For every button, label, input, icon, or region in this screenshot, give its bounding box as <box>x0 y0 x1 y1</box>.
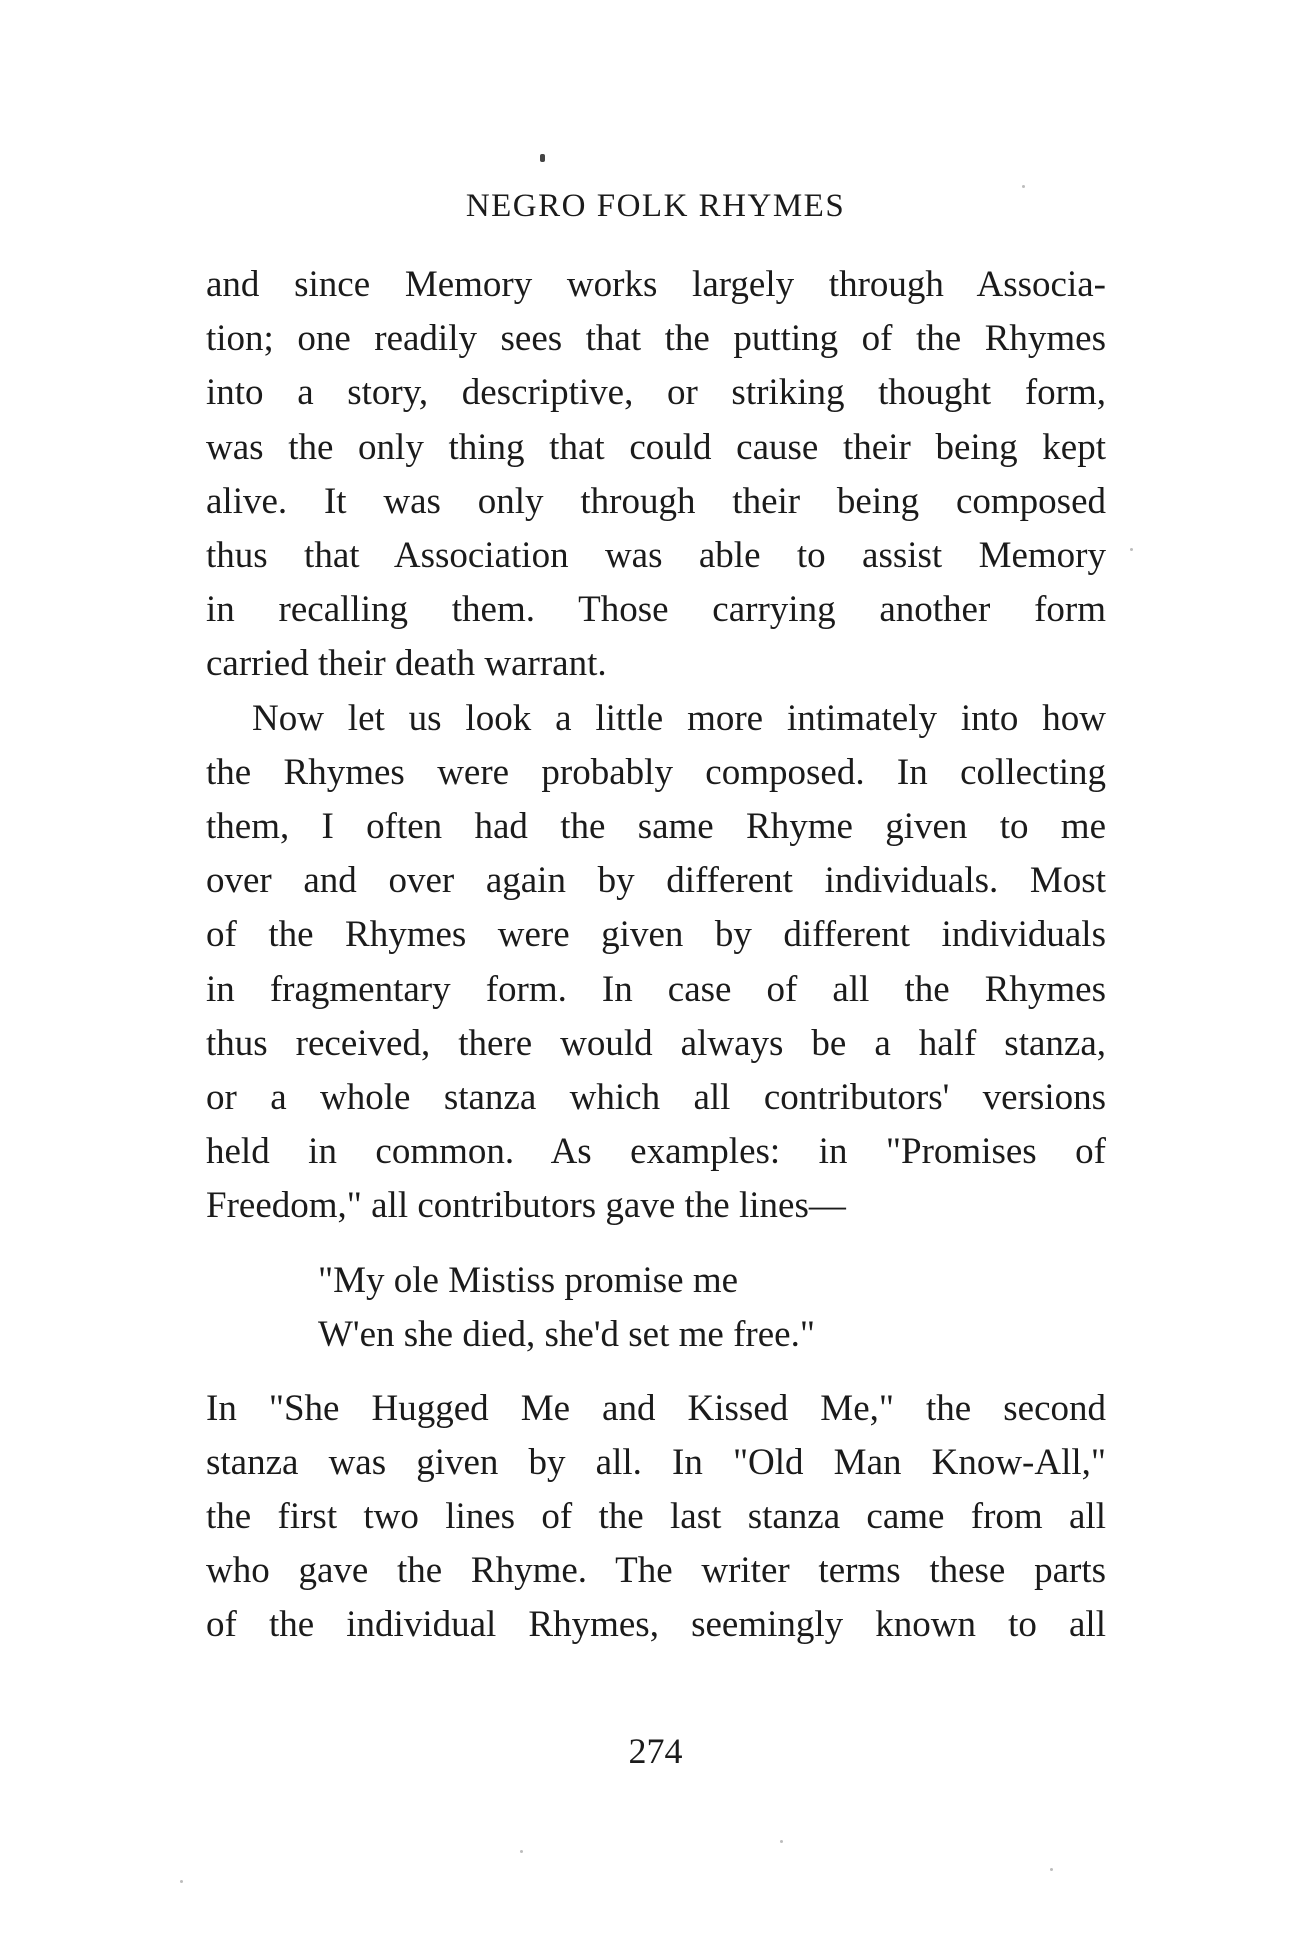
text-line: Freedom," all contributors gave the lines— <box>206 1185 846 1227</box>
text-line: over and over again by different individuals. Most <box>206 860 1106 902</box>
text-line: of the Rhymes were given by different individuals <box>206 914 1106 956</box>
text-line: of the individual Rhymes, seemingly known to all <box>206 1604 1106 1646</box>
text-line: thus received, there would always be a half stanza, <box>206 1022 1106 1064</box>
text-line: the first two lines of the last stanza came from all <box>206 1496 1106 1538</box>
text-line: or a whole stanza which all contributors' versions <box>206 1077 1106 1119</box>
text-line: held in common. As examples: in "Promises of <box>206 1131 1106 1173</box>
verse-quotation <box>318 1254 1106 1362</box>
text-line: tion; one readily sees that the putting of the Rhymes <box>206 318 1106 360</box>
speck <box>1050 1868 1053 1871</box>
paragraph-3 <box>206 1382 1106 1653</box>
verse-line: "My ole Mistiss promise me <box>318 1259 739 1301</box>
spacer <box>206 1234 1106 1254</box>
paragraph-1 <box>206 258 1106 692</box>
verse-line: W'en she died, she'd set me free." <box>318 1313 815 1355</box>
text-line: was the only thing that could cause their being kept <box>206 426 1106 468</box>
text-line: thus that Association was able to assist Memory <box>206 535 1106 577</box>
text-line: in fragmentary form. In case of all the Rhymes <box>206 968 1106 1010</box>
text-line: and since Memory works largely through Associa- <box>206 264 1106 305</box>
text-column <box>206 258 1106 1653</box>
ink-mark <box>540 154 545 162</box>
paragraph-2 <box>206 692 1106 1234</box>
running-head: NEGRO FOLK RHYMES <box>465 188 846 224</box>
text-line: In "She Hugged Me and Kissed Me," the second <box>206 1387 1106 1429</box>
text-line: stanza was given by all. In "Old Man Know-All," <box>206 1441 1106 1483</box>
text-line: who gave the Rhyme. The writer terms these parts <box>206 1550 1106 1592</box>
text-line: alive. It was only through their being composed <box>206 480 1106 522</box>
speck <box>180 1880 183 1883</box>
text-line: them, I often had the same Rhyme given to me <box>206 806 1106 848</box>
text-line: carried their death warrant. <box>206 643 607 685</box>
page-number: 274 <box>628 1731 683 1771</box>
speck <box>780 1840 783 1843</box>
spacer <box>206 1362 1106 1382</box>
text-line: Now let us look a little more intimately into how <box>252 697 1106 739</box>
text-line: the Rhymes were probably composed. In collecting <box>206 751 1106 793</box>
speck <box>520 1850 523 1853</box>
text-line: in recalling them. Those carrying another form <box>206 589 1106 631</box>
text-line: into a story, descriptive, or striking thought form, <box>206 372 1106 414</box>
speck <box>1130 548 1133 551</box>
